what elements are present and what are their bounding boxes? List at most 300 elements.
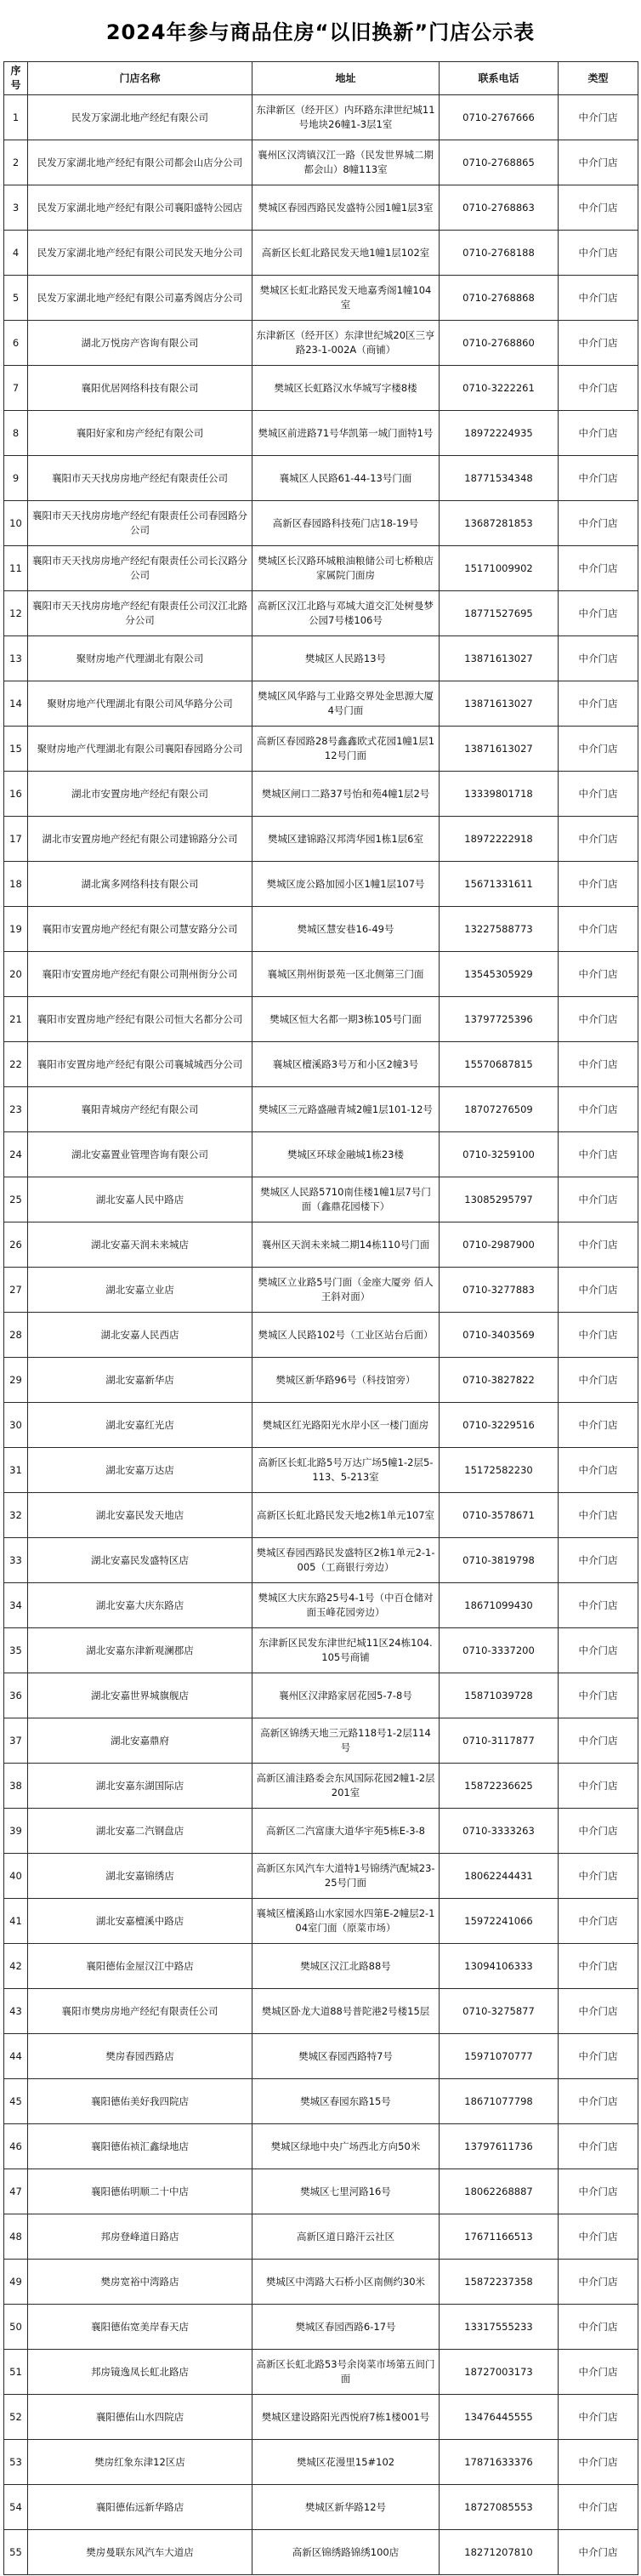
contact-phone: 18707276509 (440, 1087, 559, 1132)
table-row (4, 1764, 638, 1809)
store-address: 樊城区慧安巷16-49号 (252, 907, 440, 952)
contact-phone: 0710-3403569 (440, 1313, 559, 1358)
table-row (4, 2350, 638, 2395)
store-type: 中介门店 (559, 1358, 638, 1403)
column-header-no: 序号 (4, 62, 28, 95)
store-name: 民发万家湖北地产经纪有限公司 (28, 95, 252, 140)
table-row (4, 1673, 638, 1718)
store-type: 中介门店 (559, 817, 638, 862)
store-roster-table (3, 61, 638, 2575)
store-name: 襄阳德佑山水四院店 (28, 2395, 252, 2440)
store-name: 湖北安嘉置业管理咨询有限公司 (28, 1132, 252, 1177)
contact-phone: 18972224935 (440, 411, 559, 456)
contact-phone: 13476445555 (440, 2395, 559, 2440)
table-row (4, 1944, 638, 1989)
row-number: 32 (4, 1493, 28, 1538)
store-type: 中介门店 (559, 1809, 638, 1854)
table-row (4, 1809, 638, 1854)
store-address: 高新区春园路28号鑫鑫欧式花园1幢1层112号门面 (252, 727, 440, 772)
store-type: 中介门店 (559, 2214, 638, 2260)
store-name: 湖北安嘉民发盛特区店 (28, 1538, 252, 1583)
table-row (4, 681, 638, 727)
store-address: 樊城区建锦路汉邦湾华园1栋1层6室 (252, 817, 440, 862)
store-name: 襄阳市樊房房地产经纪有限责任公司 (28, 1989, 252, 2034)
store-name: 湖北安嘉民发天地店 (28, 1493, 252, 1538)
row-number: 48 (4, 2214, 28, 2260)
table-row (4, 952, 638, 997)
row-number: 28 (4, 1313, 28, 1358)
store-address: 高新区锦绣路锦绣100店 (252, 2530, 440, 2575)
store-name: 襄阳市天天找房房地产经纪有限责任公司 (28, 456, 252, 501)
contact-phone: 13687281853 (440, 501, 559, 546)
table-row (4, 591, 638, 636)
store-type: 中介门店 (559, 366, 638, 411)
store-name: 湖北安嘉世界城旗舰店 (28, 1673, 252, 1718)
row-number: 49 (4, 2260, 28, 2305)
contact-phone: 18771527695 (440, 591, 559, 636)
table-row (4, 2079, 638, 2124)
table-row (4, 772, 638, 817)
store-address: 襄城区檀溪路山水家园水四第E-2幢层2-104室门面（原菜市场） (252, 1899, 440, 1944)
store-address: 高新区汉江北路与邓城大道交汇处树曼梦公园7号楼106号 (252, 591, 440, 636)
contact-phone: 13317555233 (440, 2305, 559, 2350)
contact-phone: 0710-3827822 (440, 1358, 559, 1403)
store-type: 中介门店 (559, 2260, 638, 2305)
store-address: 襄城区荆州街景苑一区北侧第三门面 (252, 952, 440, 997)
store-address: 樊城区环球金融城1栋23楼 (252, 1132, 440, 1177)
store-type: 中介门店 (559, 2395, 638, 2440)
contact-phone: 0710-3222261 (440, 366, 559, 411)
table-row (4, 1177, 638, 1222)
row-number: 22 (4, 1042, 28, 1087)
table-header (4, 62, 638, 95)
contact-phone: 13094106333 (440, 1944, 559, 1989)
store-address: 樊城区汉江北路88号 (252, 1944, 440, 1989)
row-number: 25 (4, 1177, 28, 1222)
row-number: 27 (4, 1268, 28, 1313)
store-name: 襄阳市安置房地产经纪有限公司恒大名都分公司 (28, 997, 252, 1042)
row-number: 6 (4, 321, 28, 366)
row-number: 46 (4, 2124, 28, 2169)
table-row (4, 546, 638, 591)
store-address: 襄州区汉津路家居花园5-7-8号 (252, 1673, 440, 1718)
table-row (4, 1583, 638, 1628)
contact-phone: 0710-2767666 (440, 95, 559, 140)
store-address: 樊城区长虹路汉水华城写字楼8楼 (252, 366, 440, 411)
table-row (4, 727, 638, 772)
table-row (4, 1358, 638, 1403)
store-type: 中介门店 (559, 1899, 638, 1944)
contact-phone: 0710-2768188 (440, 231, 559, 276)
store-address: 樊城区人民路102号（工业区站台后面） (252, 1313, 440, 1358)
row-number: 50 (4, 2305, 28, 2350)
store-name: 聚财房地产代理湖北有限公司襄阳春园路分公司 (28, 727, 252, 772)
store-type: 中介门店 (559, 1313, 638, 1358)
store-type: 中介门店 (559, 772, 638, 817)
contact-phone: 13797611736 (440, 2124, 559, 2169)
table-row (4, 2395, 638, 2440)
store-address: 樊城区长汉路环城粮油粮储公司七桥粮店家属院门面房 (252, 546, 440, 591)
table-row (4, 2530, 638, 2575)
store-type: 中介门店 (559, 1493, 638, 1538)
contact-phone: 0710-3819798 (440, 1538, 559, 1583)
table-row (4, 456, 638, 501)
store-address: 樊城区春园西路6-17号 (252, 2305, 440, 2350)
store-address: 樊城区新华路12号 (252, 2485, 440, 2530)
table-row (4, 2485, 638, 2530)
row-number: 17 (4, 817, 28, 862)
contact-phone: 18062268887 (440, 2169, 559, 2214)
store-address: 东津新区民发东津世纪城11区24栋104.105号商铺 (252, 1628, 440, 1673)
store-name: 湖北安嘉立业店 (28, 1268, 252, 1313)
store-address: 樊城区前进路71号华凯第一城门面特1号 (252, 411, 440, 456)
row-number: 51 (4, 2350, 28, 2395)
store-address: 樊城区新华路96号（科技馆旁） (252, 1358, 440, 1403)
store-type: 中介门店 (559, 2034, 638, 2079)
contact-phone: 15872236625 (440, 1764, 559, 1809)
store-type: 中介门店 (559, 1177, 638, 1222)
contact-phone: 15671331611 (440, 862, 559, 907)
contact-phone: 0710-2987900 (440, 1222, 559, 1268)
store-name: 湖北安嘉锦绣店 (28, 1854, 252, 1899)
store-address: 高新区东风汽车大道特1号锦绣汽配城23-25号门面 (252, 1854, 440, 1899)
page-title: 2024年参与商品住房“以旧换新”门店公示表 (105, 20, 536, 44)
store-type: 中介门店 (559, 1538, 638, 1583)
store-name: 襄阳德佑明顺二十中店 (28, 2169, 252, 2214)
store-address: 樊城区庞公路加园小区1幢1层107号 (252, 862, 440, 907)
table-row (4, 907, 638, 952)
row-number: 4 (4, 231, 28, 276)
store-name: 湖北安嘉红光店 (28, 1403, 252, 1448)
contact-phone: 18771534348 (440, 456, 559, 501)
row-number: 30 (4, 1403, 28, 1448)
store-address: 樊城区中湾路大石桥小区南侧约30米 (252, 2260, 440, 2305)
store-name: 襄阳德佑祯汇鑫绿地店 (28, 2124, 252, 2169)
row-number: 9 (4, 456, 28, 501)
store-name: 民发万家湖北地产经纪有限公司民发天地分公司 (28, 231, 252, 276)
table-row (4, 1222, 638, 1268)
store-address: 高新区长虹北路民发天地1幢1层102室 (252, 231, 440, 276)
store-name: 湖北安嘉人民中路店 (28, 1177, 252, 1222)
store-address: 樊城区恒大名都一期3栋105号门面 (252, 997, 440, 1042)
contact-phone: 13545305929 (440, 952, 559, 997)
store-type: 中介门店 (559, 1448, 638, 1493)
store-name: 湖北市安置房地产经纪有限公司 (28, 772, 252, 817)
store-type: 中介门店 (559, 1854, 638, 1899)
table-row (4, 366, 638, 411)
store-address: 樊城区红光路阳光水岸小区一楼门面房 (252, 1403, 440, 1448)
store-type: 中介门店 (559, 1673, 638, 1718)
table-row (4, 140, 638, 185)
store-address: 高新区长虹北路5号万达广场5幢1-2层5-113、5-213室 (252, 1448, 440, 1493)
store-type: 中介门店 (559, 1268, 638, 1313)
store-address: 东津新区（经开区）东津世纪城20区三亨路23-1-002A（商铺） (252, 321, 440, 366)
row-number: 36 (4, 1673, 28, 1718)
store-address: 樊城区长虹北路民发天地嘉秀阁1幢104室 (252, 276, 440, 321)
store-type: 中介门店 (559, 231, 638, 276)
contact-phone: 18062244431 (440, 1854, 559, 1899)
table-row (4, 636, 638, 681)
table-row (4, 2034, 638, 2079)
row-number: 11 (4, 546, 28, 591)
column-header-type: 类型 (559, 62, 638, 95)
store-type: 中介门店 (559, 2124, 638, 2169)
contact-phone: 15872237358 (440, 2260, 559, 2305)
table-row (4, 1132, 638, 1177)
table-row (4, 2440, 638, 2485)
row-number: 41 (4, 1899, 28, 1944)
contact-phone: 13227588773 (440, 907, 559, 952)
table-row (4, 817, 638, 862)
table-row (4, 95, 638, 140)
table-row (4, 1538, 638, 1583)
store-type: 中介门店 (559, 2169, 638, 2214)
table-row (4, 1042, 638, 1087)
store-address: 高新区长虹北路53号余岗菜市场第五间门面 (252, 2350, 440, 2395)
contact-phone: 18271207810 (440, 2530, 559, 2575)
row-number: 44 (4, 2034, 28, 2079)
store-address: 东津新区（经开区）内环路东津世纪城11号地块26幢1-3层1室 (252, 95, 440, 140)
column-header-name: 门店名称 (28, 62, 252, 95)
table-row (4, 1854, 638, 1899)
row-number: 13 (4, 636, 28, 681)
store-type: 中介门店 (559, 1087, 638, 1132)
row-number: 3 (4, 185, 28, 231)
row-number: 14 (4, 681, 28, 727)
store-address: 高新区锦绣天地三元路118号1-2层114号 (252, 1718, 440, 1764)
table-row (4, 185, 638, 231)
store-type: 中介门店 (559, 185, 638, 231)
store-address: 樊城区建设路阳光西悦府7栋1楼001号 (252, 2395, 440, 2440)
table-row (4, 1899, 638, 1944)
contact-phone: 0710-2768860 (440, 321, 559, 366)
store-name: 襄阳市天天找房房地产经纪有限责任公司汉江北路分公司 (28, 591, 252, 636)
table-row (4, 1718, 638, 1764)
store-address: 樊城区春园西路特7号 (252, 2034, 440, 2079)
contact-phone: 13871613027 (440, 636, 559, 681)
contact-phone: 0710-3275877 (440, 1989, 559, 2034)
contact-phone: 0710-2768863 (440, 185, 559, 231)
store-name: 湖北安嘉人民西店 (28, 1313, 252, 1358)
table-body (4, 95, 638, 2575)
store-name: 民发万家湖北地产经纪有限公司嘉秀阁店分公司 (28, 276, 252, 321)
store-name: 襄阳优居网络科技有限公司 (28, 366, 252, 411)
store-name: 湖北寓多网络科技有限公司 (28, 862, 252, 907)
contact-phone: 15570687815 (440, 1042, 559, 1087)
store-address: 樊城区卧龙大道88号普陀港2号楼15层 (252, 1989, 440, 2034)
contact-phone: 0710-2768865 (440, 140, 559, 185)
store-type: 中介门店 (559, 636, 638, 681)
store-type: 中介门店 (559, 546, 638, 591)
store-name: 樊房曼联东风汽车大道店 (28, 2530, 252, 2575)
table-row (4, 1087, 638, 1132)
store-address: 樊城区三元路盛融青城2幢1层101-12号 (252, 1087, 440, 1132)
row-number: 5 (4, 276, 28, 321)
store-type: 中介门店 (559, 862, 638, 907)
row-number: 45 (4, 2079, 28, 2124)
contact-phone: 13797725396 (440, 997, 559, 1042)
store-type: 中介门店 (559, 411, 638, 456)
table-row (4, 231, 638, 276)
contact-phone: 18671099430 (440, 1583, 559, 1628)
store-name: 襄阳德佑美好我四院店 (28, 2079, 252, 2124)
table-row (4, 1628, 638, 1673)
row-number: 43 (4, 1989, 28, 2034)
store-type: 中介门店 (559, 2305, 638, 2350)
store-name: 襄阳青城房产经纪有限公司 (28, 1087, 252, 1132)
row-number: 42 (4, 1944, 28, 1989)
store-type: 中介门店 (559, 1628, 638, 1673)
store-address: 樊城区大庆东路25号4-1号（中百仓储对面玉峰花园旁边） (252, 1583, 440, 1628)
row-number: 29 (4, 1358, 28, 1403)
store-name: 襄阳好家和房产经纪有限公司 (28, 411, 252, 456)
store-name: 襄阳市天天找房房地产经纪有限责任公司长汉路分公司 (28, 546, 252, 591)
table-row (4, 1268, 638, 1313)
contact-phone: 15171009902 (440, 546, 559, 591)
store-type: 中介门店 (559, 997, 638, 1042)
store-address: 高新区浦洼路委会东风国际花园2幢1-2层201室 (252, 1764, 440, 1809)
store-type: 中介门店 (559, 140, 638, 185)
store-name: 襄阳德佑宽美岸春天店 (28, 2305, 252, 2350)
row-number: 8 (4, 411, 28, 456)
contact-phone: 13871613027 (440, 727, 559, 772)
contact-phone: 0710-2768868 (440, 276, 559, 321)
store-name: 樊房红象东津12区店 (28, 2440, 252, 2485)
store-name: 聚财房地产代理湖北有限公司 (28, 636, 252, 681)
store-type: 中介门店 (559, 1132, 638, 1177)
store-name: 襄阳市安置房地产经纪有限公司襄城城西分公司 (28, 1042, 252, 1087)
store-address: 樊城区闸口二路37号怡和苑4幢1层2号 (252, 772, 440, 817)
store-name: 襄阳市安置房地产经纪有限公司慧安路分公司 (28, 907, 252, 952)
contact-phone: 0710-3259100 (440, 1132, 559, 1177)
table-row (4, 321, 638, 366)
store-address: 樊城区七里河路16号 (252, 2169, 440, 2214)
row-number: 31 (4, 1448, 28, 1493)
table-row (4, 1989, 638, 2034)
row-number: 20 (4, 952, 28, 997)
store-name: 湖北市安置房地产经纪有限公司建锦路分公司 (28, 817, 252, 862)
row-number: 19 (4, 907, 28, 952)
column-header-address: 地址 (252, 62, 440, 95)
store-type: 中介门店 (559, 2079, 638, 2124)
store-type: 中介门店 (559, 2530, 638, 2575)
table-row (4, 1448, 638, 1493)
store-address: 樊城区花漫里15#102 (252, 2440, 440, 2485)
store-type: 中介门店 (559, 907, 638, 952)
store-type: 中介门店 (559, 1718, 638, 1764)
store-name: 民发万家湖北地产经纪有限公司都会山店分公司 (28, 140, 252, 185)
row-number: 53 (4, 2440, 28, 2485)
store-name: 聚财房地产代理湖北有限公司风华路分公司 (28, 681, 252, 727)
contact-phone: 17671166513 (440, 2214, 559, 2260)
store-name: 湖北万悦房产咨询有限公司 (28, 321, 252, 366)
table-row (4, 862, 638, 907)
store-address: 樊城区人民路13号 (252, 636, 440, 681)
row-number: 47 (4, 2169, 28, 2214)
row-number: 16 (4, 772, 28, 817)
row-number: 21 (4, 997, 28, 1042)
store-address: 樊城区春园东路15号 (252, 2079, 440, 2124)
table-row (4, 501, 638, 546)
row-number: 10 (4, 501, 28, 546)
row-number: 24 (4, 1132, 28, 1177)
table-row (4, 2124, 638, 2169)
contact-phone: 18671077798 (440, 2079, 559, 2124)
store-name: 湖北安嘉大庆东路店 (28, 1583, 252, 1628)
contact-phone: 13339801718 (440, 772, 559, 817)
contact-phone: 0710-3117877 (440, 1718, 559, 1764)
store-address: 襄城区檀溪路3号万和小区2幢3号 (252, 1042, 440, 1087)
store-type: 中介门店 (559, 2440, 638, 2485)
table-row (4, 1493, 638, 1538)
store-name: 襄阳市天天找房房地产经纪有限责任公司春园路分公司 (28, 501, 252, 546)
store-name: 湖北安嘉东湖国际店 (28, 1764, 252, 1809)
store-address: 樊城区风华路与工业路交界处金思源大厦4号门面 (252, 681, 440, 727)
contact-phone: 0710-3578671 (440, 1493, 559, 1538)
row-number: 39 (4, 1809, 28, 1854)
row-number: 37 (4, 1718, 28, 1764)
store-type: 中介门店 (559, 1583, 638, 1628)
row-number: 35 (4, 1628, 28, 1673)
row-number: 26 (4, 1222, 28, 1268)
store-type: 中介门店 (559, 727, 638, 772)
store-name: 民发万家湖北地产经纪有限公司襄阳盛特公园店 (28, 185, 252, 231)
store-address: 襄州区汉湾镇汉江一路（民发世界城二期都会山）8幢113室 (252, 140, 440, 185)
contact-phone: 18727003173 (440, 2350, 559, 2395)
store-address: 高新区二汽富康大道华宇苑5栋E-3-8 (252, 1809, 440, 1854)
store-address: 樊城区人民路5710南佳楼1幢1层7号门面（鑫鼎花园楼下） (252, 1177, 440, 1222)
store-address: 樊城区春园西路民发盛特区2栋1单元2-1-005（工商银行旁边） (252, 1538, 440, 1583)
row-number: 7 (4, 366, 28, 411)
store-type: 中介门店 (559, 2485, 638, 2530)
contact-phone: 15871039728 (440, 1673, 559, 1718)
store-type: 中介门店 (559, 321, 638, 366)
store-name: 襄阳市安置房地产经纪有限公司荆州街分公司 (28, 952, 252, 997)
store-address: 樊城区立业路5号门面（金座大厦旁 佰人王斜对面） (252, 1268, 440, 1313)
store-name: 邦房镜逸凤长虹北路店 (28, 2350, 252, 2395)
store-name: 湖北安嘉鼎府 (28, 1718, 252, 1764)
column-header-phone: 联系电话 (440, 62, 559, 95)
row-number: 12 (4, 591, 28, 636)
table-row (4, 2260, 638, 2305)
store-name: 湖北安嘉新华店 (28, 1358, 252, 1403)
store-name: 襄阳德佑远新华路店 (28, 2485, 252, 2530)
store-name: 湖北安嘉天润未来城店 (28, 1222, 252, 1268)
contact-phone: 18972222918 (440, 817, 559, 862)
store-type: 中介门店 (559, 95, 638, 140)
contact-phone: 15172582230 (440, 1448, 559, 1493)
store-address: 高新区长虹北路民发天地2栋1单元107室 (252, 1493, 440, 1538)
row-number: 34 (4, 1583, 28, 1628)
store-name: 湖北安嘉东津新观澜郡店 (28, 1628, 252, 1673)
store-type: 中介门店 (559, 1944, 638, 1989)
store-type: 中介门店 (559, 1989, 638, 2034)
header-row (4, 62, 638, 95)
contact-phone: 13871613027 (440, 681, 559, 727)
contact-phone: 0710-3277883 (440, 1268, 559, 1313)
table-row (4, 2169, 638, 2214)
row-number: 55 (4, 2530, 28, 2575)
contact-phone: 15971070777 (440, 2034, 559, 2079)
contact-phone: 0710-3337200 (440, 1628, 559, 1673)
store-address: 樊城区春园西路民发盛特公园1幢1层3室 (252, 185, 440, 231)
table-row (4, 1403, 638, 1448)
store-type: 中介门店 (559, 1222, 638, 1268)
store-type: 中介门店 (559, 952, 638, 997)
store-type: 中介门店 (559, 1764, 638, 1809)
contact-phone: 18727085553 (440, 2485, 559, 2530)
row-number: 2 (4, 140, 28, 185)
